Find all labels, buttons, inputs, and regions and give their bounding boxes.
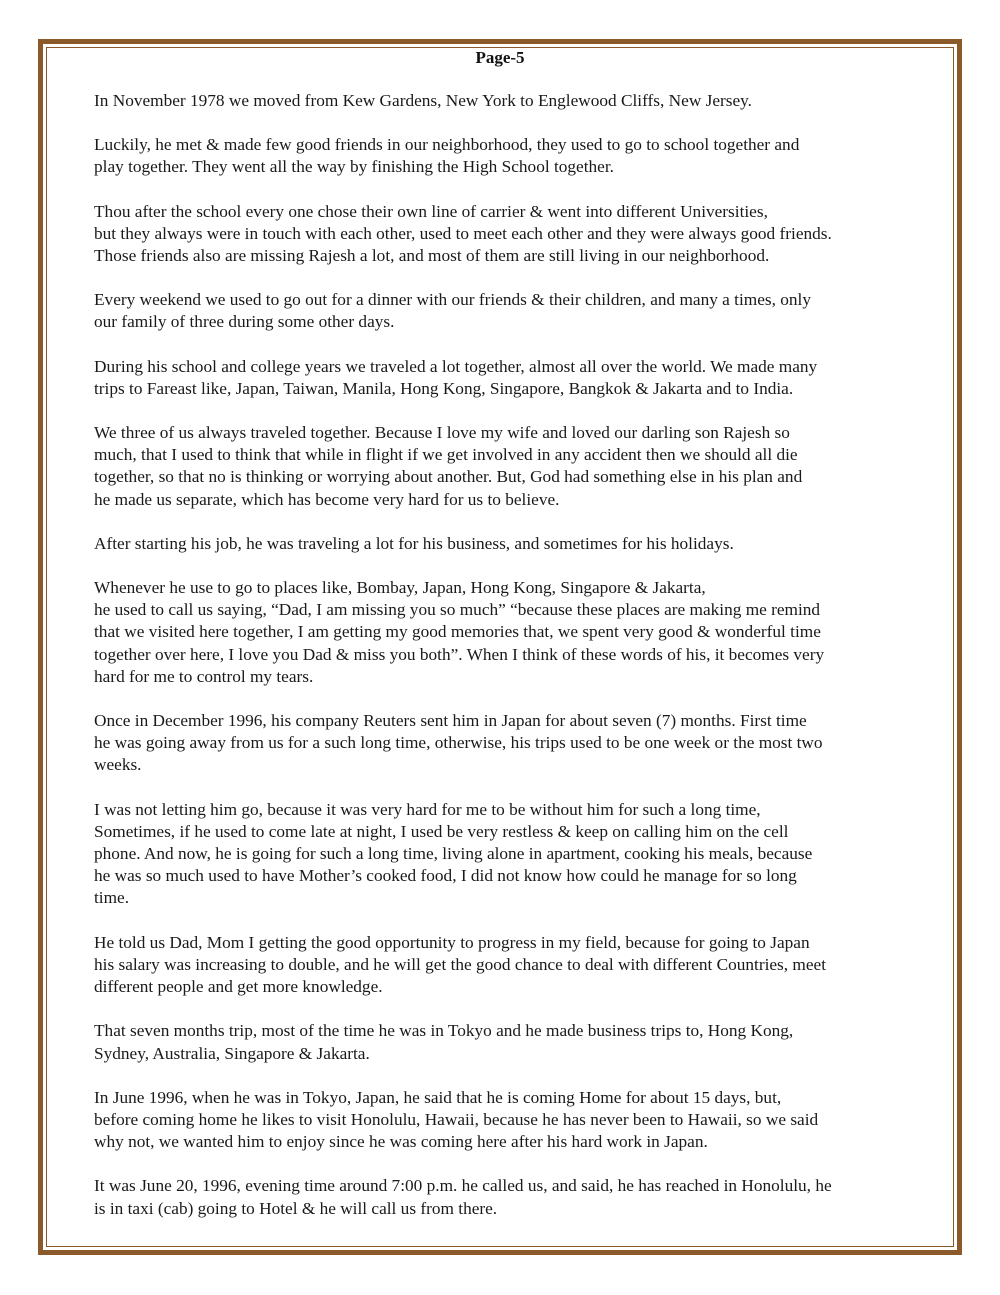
- paragraph-line: Luckily, he met & made few good friends in our neighborhood, they used to go to school together and: [94, 135, 800, 155]
- paragraph-line: our family of three during some other days.: [94, 312, 395, 332]
- paragraph-line: why not, we wanted him to enjoy since he was coming here after his hard work in Japan.: [94, 1132, 708, 1152]
- paragraph-line: much, that I used to think that while in flight if we get involved in any accident then we should all die: [94, 445, 798, 465]
- paragraph-line: he was going away from us for a such long time, otherwise, his trips used to be one week or the most two: [94, 733, 823, 753]
- paragraph-line: Once in December 1996, his company Reuters sent him in Japan for about seven (7) months. First time: [94, 711, 807, 731]
- paragraph-line: together over here, I love you Dad & miss you both”. When I think of these words of his, it becomes very: [94, 644, 825, 664]
- paragraph-line: After starting his job, he was traveling a lot for his business, and sometimes for his holidays.: [94, 533, 734, 553]
- paragraph: [94, 1175, 914, 1219]
- paragraph: [94, 422, 914, 511]
- paragraph: [94, 1087, 914, 1154]
- paragraph-line: he made us separate, which has become very hard for us to believe.: [94, 489, 560, 509]
- paragraph-line: I was not letting him go, because it was very hard for me to be without him for such a long time,: [94, 799, 761, 819]
- paragraph-line: hard for me to control my tears.: [94, 666, 314, 686]
- paragraph: [94, 533, 914, 555]
- paragraph-line: is in taxi (cab) going to Hotel & he will call us from there.: [94, 1198, 498, 1218]
- paragraph: [94, 932, 914, 999]
- paragraph-line: together, so that no is thinking or worrying about another. But, God had something else in his plan and: [94, 467, 803, 487]
- paragraph-line: During his school and college years we traveled a lot together, almost all over the world. We made many: [94, 356, 818, 376]
- paragraph-line: play together. They went all the way by finishing the High School together.: [94, 157, 614, 177]
- paragraph-line: before coming home he likes to visit Honolulu, Hawaii, because he has never been to Hawaii, so we said: [94, 1109, 819, 1129]
- paragraph-line: That seven months trip, most of the time he was in Tokyo and he made business trips to, Hong Kong,: [94, 1021, 794, 1041]
- paragraph-line: different people and get more knowledge.: [94, 977, 383, 997]
- paragraph-line: We three of us always traveled together. Because I love my wife and loved our darling son Rajesh so: [94, 423, 790, 443]
- paragraph-line: Those friends also are missing Rajesh a lot, and most of them are still living in our neighborhood.: [94, 246, 770, 266]
- paragraph: [94, 356, 914, 400]
- paragraph: [94, 577, 914, 688]
- paragraph-line: trips to Fareast like, Japan, Taiwan, Manila, Hong Kong, Singapore, Bangkok & Jakarta and to India.: [94, 378, 794, 398]
- paragraph: [94, 289, 914, 333]
- paragraph-line: In June 1996, when he was in Tokyo, Japan, he said that he is coming Home for about 15 days, but,: [94, 1087, 782, 1107]
- paragraph-line: his salary was increasing to double, and he will get the good chance to deal with different Countries, meet: [94, 954, 827, 974]
- paragraph: [94, 710, 914, 777]
- paragraph: [94, 134, 914, 178]
- paragraph: [94, 1020, 914, 1064]
- page-title: Page-5: [475, 48, 525, 67]
- paragraph-line: In November 1978 we moved from Kew Gardens, New York to Englewood Cliffs, New Jersey.: [94, 91, 753, 110]
- paragraph-line: phone. And now, he is going for such a long time, living alone in apartment, cooking his meals, because: [94, 844, 813, 864]
- paragraph-line: he used to call us saying, “Dad, I am missing you so much” “because these places are making me remind: [94, 600, 821, 620]
- paragraph-line: Whenever he use to go to places like, Bombay, Japan, Hong Kong, Singapore & Jakarta,: [94, 578, 706, 598]
- paragraph-line: It was June 20, 1996, evening time around 7:00 p.m. he called us, and said, he has reached in Honolulu, he: [94, 1176, 832, 1196]
- paragraph-line: Sydney, Australia, Singapore & Jakarta.: [94, 1043, 370, 1063]
- paragraph-line: he was so much used to have Mother’s cooked food, I did not know how could he manage for so long: [94, 866, 797, 886]
- paragraph-line: Every weekend we used to go out for a dinner with our friends & their children, and many a times, only: [94, 290, 811, 310]
- paragraph-line: but they always were in touch with each other, used to meet each other and they were always good friends.: [94, 223, 832, 243]
- paragraph: [94, 201, 914, 268]
- paragraph-line: time.: [94, 888, 130, 908]
- paragraph: [94, 90, 914, 112]
- paragraph-line: weeks.: [94, 755, 142, 775]
- paragraph-line: He told us Dad, Mom I getting the good opportunity to progress in my field, because for going to Japan: [94, 932, 810, 952]
- paragraph-line: that we visited here together, I am getting my good memories that, we spent very good & wonderful time: [94, 622, 821, 642]
- paragraph-line: Sometimes, if he used to come late at night, I used be very restless & keep on calling him on the cell: [94, 821, 789, 841]
- document-body: [94, 90, 914, 1242]
- paragraph: [94, 799, 914, 910]
- paragraph-line: Thou after the school every one chose their own line of carrier & went into different Universities,: [94, 201, 768, 221]
